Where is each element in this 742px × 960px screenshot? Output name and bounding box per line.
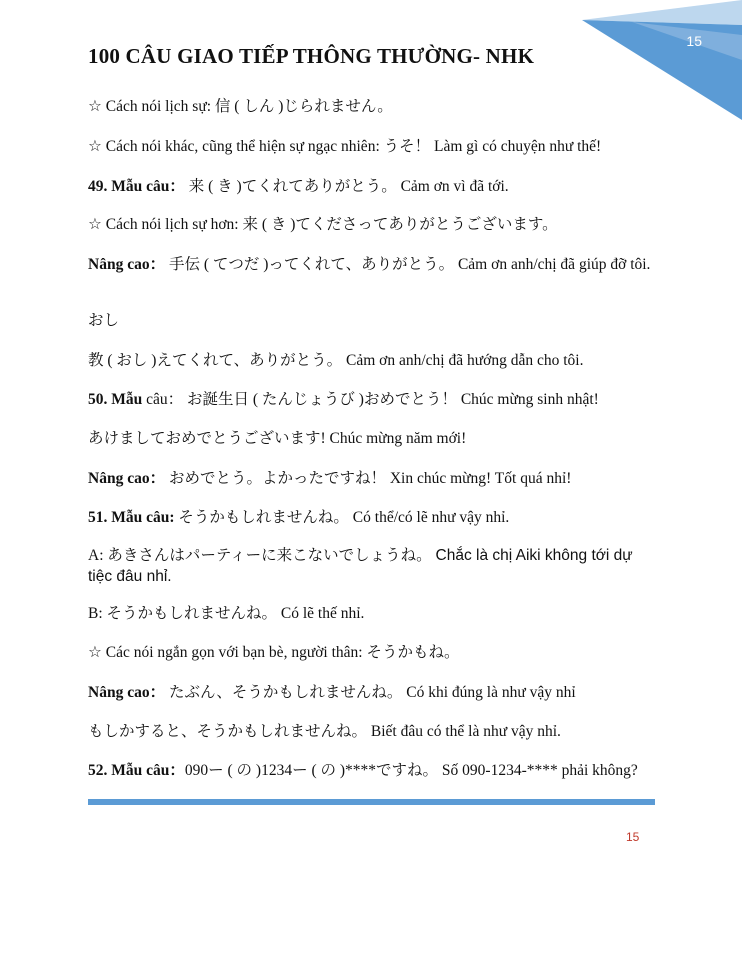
line-label: 49. Mẫu câu：: [88, 178, 185, 195]
page-number-top: 15: [686, 33, 702, 49]
line-label: Nâng cao：: [88, 684, 166, 701]
line-label: 52. Mẫu câu：: [88, 762, 185, 779]
body-line: [88, 428, 654, 449]
line-text: たぶん、そうかもしれませんね。 Có khi đúng là như vậy nhỉ: [165, 684, 576, 701]
document-title: 100 CÂU GIAO TIẾP THÔNG THƯỜNG- NHK: [88, 44, 535, 68]
body-line: [88, 214, 654, 235]
body-line: [88, 96, 654, 117]
body-line: [88, 507, 654, 528]
line-text: もしかすると、そうかもしれませんね。 Biết đâu có thể là như vậy nhỉ.: [88, 723, 561, 740]
body-line: [88, 642, 654, 663]
line-label: Nâng cao：: [88, 470, 166, 487]
body-line: [88, 721, 654, 742]
body-line: [88, 682, 654, 703]
line-text: 手伝 ( てつだ )ってくれて、ありがとう。 Cảm ơn anh/chị đã giúp đỡ tôi.: [165, 256, 651, 273]
bottom-rule: [88, 799, 655, 805]
body-line: [88, 136, 654, 157]
line-label: 50. Mẫu: [88, 391, 143, 408]
line-text: A: あきさんはパーティーに来こないでしょうね。: [88, 547, 436, 564]
body-line: [88, 176, 654, 197]
line-text: そうかもしれませんね。 Có thể/có lẽ như vậy nhỉ.: [174, 509, 510, 526]
body-line: [88, 310, 654, 331]
line-text: ☆ Các nói ngắn gọn với bạn bè, người thân: そうかもね。: [88, 644, 460, 661]
body-line: [88, 760, 654, 781]
line-text: あけましておめでとうございます! Chúc mừng năm mới!: [88, 430, 467, 447]
line-text: おめでとう。よかったですね！ Xin chúc mừng! Tốt quá nhỉ!: [165, 470, 572, 487]
page-number-bottom: 15: [626, 830, 640, 844]
line-text: おし: [88, 312, 120, 329]
body-line: [88, 350, 654, 371]
body-line: [88, 468, 654, 489]
line-text: ☆ Cách nói lịch sự hơn: 来 ( き )てくださってありがとうございます。: [88, 216, 558, 233]
line-text: câu： お誕生日 ( たんじょうび )おめでとう！ Chúc mừng sinh nhật!: [142, 391, 599, 408]
line-text: 教 ( おし )えてくれて、ありがとう。 Cảm ơn anh/chị đã hướng dẫn cho tôi.: [88, 352, 584, 369]
body-line: [88, 603, 654, 624]
body-line: [88, 545, 654, 587]
line-text: 来 ( き )てくれてありがとう。 Cảm ơn vì đã tới.: [184, 178, 509, 195]
body-line: [88, 389, 654, 410]
line-label: Nâng cao：: [88, 256, 166, 273]
line-text: Chắc là chị Aiki không tới dự tiệc đâu nhỉ.: [88, 547, 633, 585]
body-line: [88, 254, 654, 275]
line-text: 090ー ( の )1234ー ( の )****ですね。 Số 090-1234-**** phải không?: [184, 762, 638, 779]
line-text: B: そうかもしれませんね。 Có lẽ thế nhỉ.: [88, 605, 365, 622]
line-text: ☆ Cách nói khác, cũng thể hiện sự ngạc nhiên: うそ！ Làm gì có chuyện như thế!: [88, 138, 602, 155]
line-label: 51. Mẫu câu:: [88, 509, 175, 526]
line-text: ☆ Cách nói lịch sự: 信 ( しん )じられません。: [88, 98, 393, 115]
